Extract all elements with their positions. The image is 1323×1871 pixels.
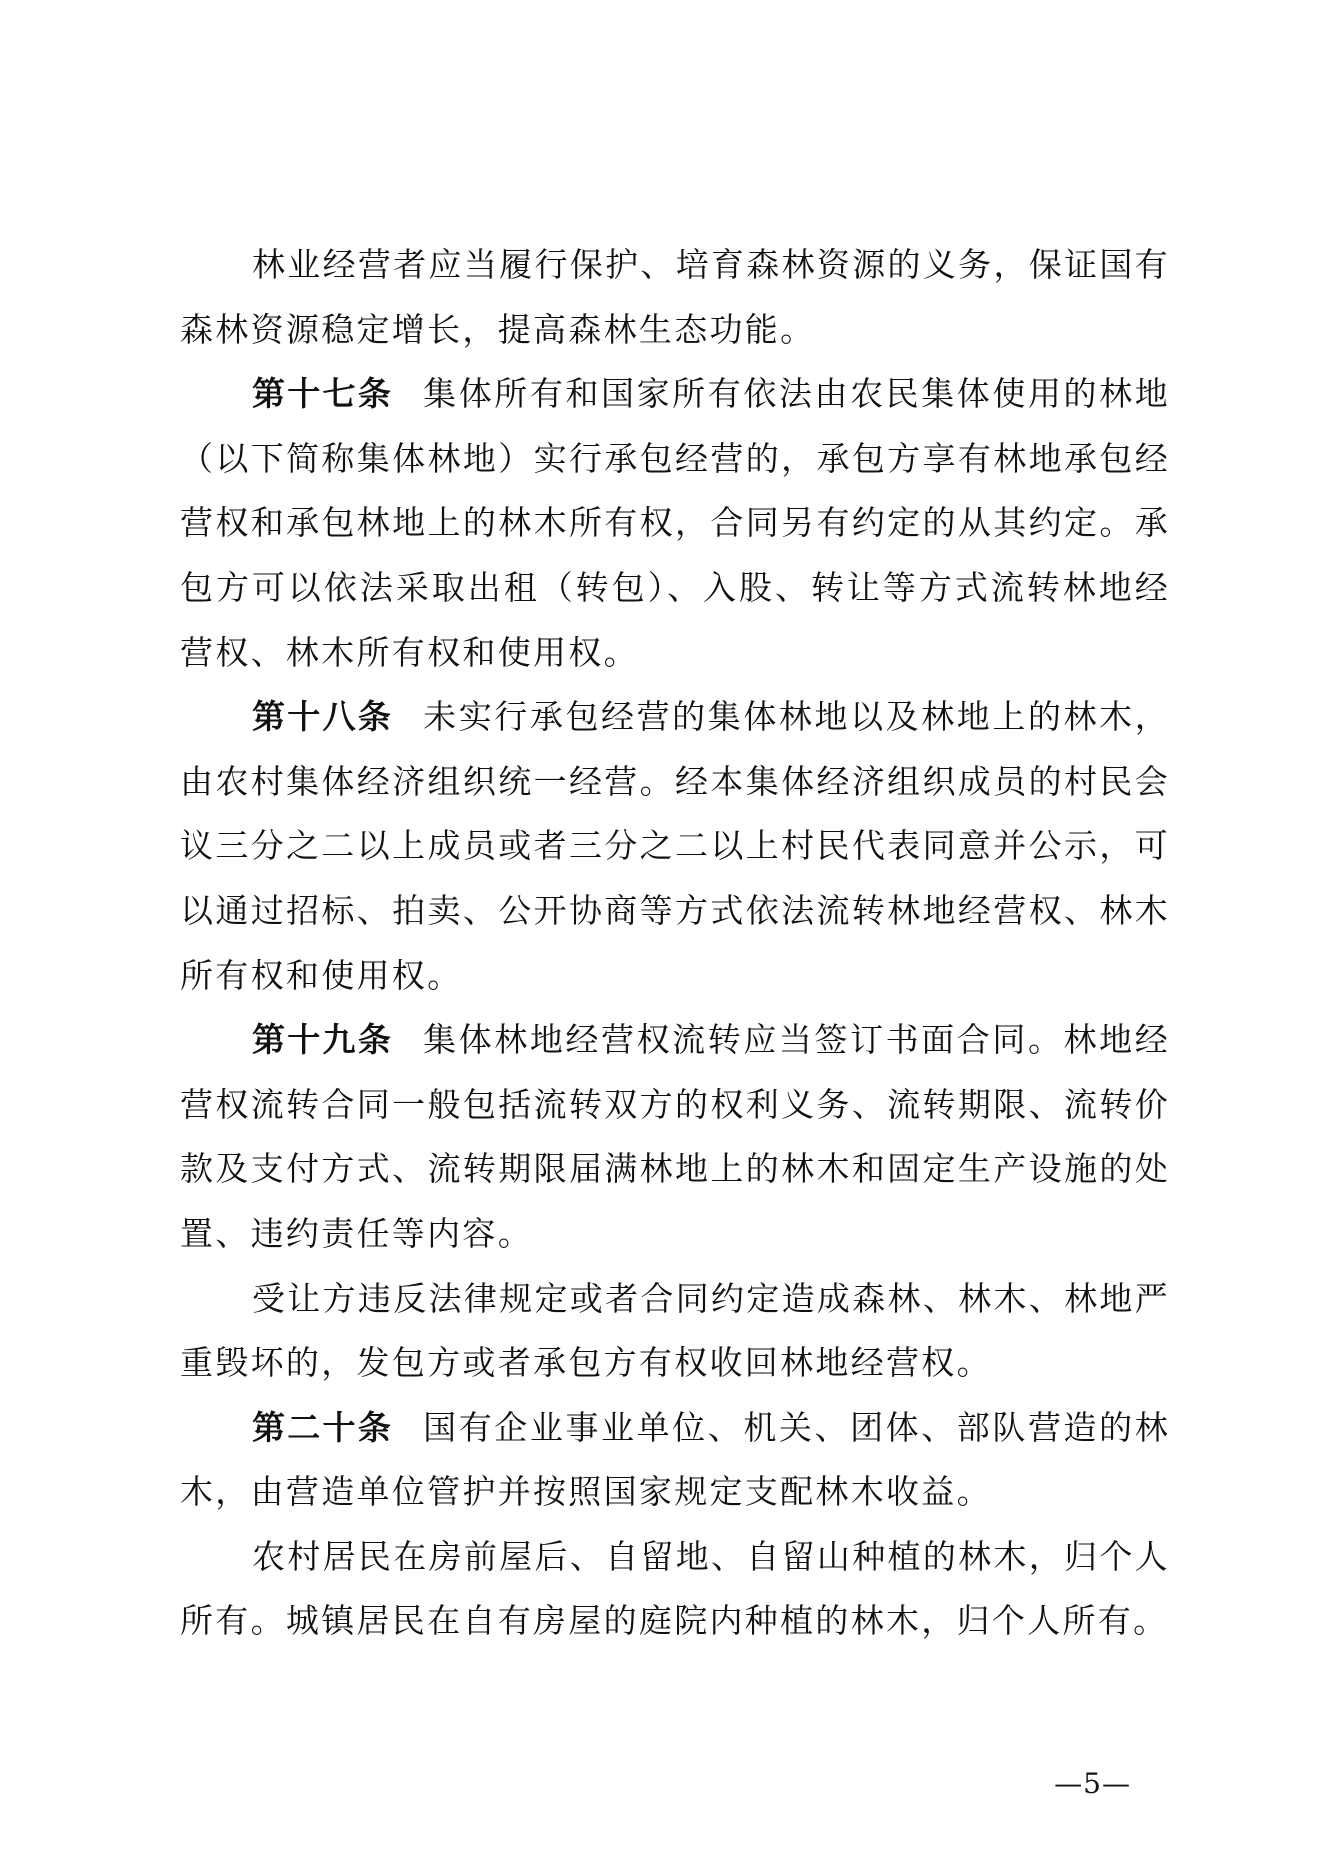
document-body [180, 233, 1170, 1654]
article-heading: 第二十条 [252, 1407, 394, 1447]
paragraph-text: 林业经营者应当履行保护、培育森林资源的义务，保证国有森林资源稳定增长，提高森林生态功能。 [180, 245, 1170, 349]
paragraph-text: 农村居民在房前屋后、自留地、自留山种植的林木，归个人所有。城镇居民在自有房屋的庭院内种植的林木，归个人所有。 [180, 1536, 1170, 1641]
paragraph-resident-trees [180, 1525, 1170, 1654]
article-19 [180, 1008, 1170, 1266]
article-18 [180, 685, 1170, 1008]
article-text: 集体林地经营权流转应当签订书面合同。林地经营权流转合同一般包括流转双方的权利义务、流转期限、流转价款及支付方式、流转期限届满林地上的林木和固定生产设施的处置、违约责任等内容。 [180, 1020, 1170, 1253]
article-heading: 第十八条 [252, 697, 394, 737]
page-number: —5— [1054, 1767, 1131, 1800]
article-20 [180, 1396, 1170, 1525]
article-heading: 第十七条 [252, 374, 394, 414]
article-text: 国有企业事业单位、机关、团体、部队营造的林木，由营造单位管护并按照国家规定支配林木收益。 [180, 1407, 1170, 1512]
article-17 [180, 362, 1170, 685]
article-heading: 第十九条 [252, 1020, 394, 1060]
article-text: 未实行承包经营的集体林地以及林地上的林木，由农村集体经济组织统一经营。经本集体经济组织成员的村民会议三分之二以上成员或者三分之二以上村民代表同意并公示，可以通过招标、拍卖、公开协商等方式依法流转林地经营权、林木所有权和使用权。 [180, 697, 1170, 995]
paragraph-transferee-violation [180, 1267, 1170, 1396]
paragraph-text: 受让方违反法律规定或者合同约定造成森林、林木、林地严重毁坏的，发包方或者承包方有权收回林地经营权。 [180, 1278, 1170, 1383]
paragraph-forest-operator-duty [180, 233, 1170, 362]
article-text: 集体所有和国家所有依法由农民集体使用的林地（以下简称集体林地）实行承包经营的，承包方享有林地承包经营权和承包林地上的林木所有权，合同另有约定的从其约定。承包方可以依法采取出租（转包）、入股、转让等方式流转林地经营权、林木所有权和使用权。 [180, 374, 1170, 672]
